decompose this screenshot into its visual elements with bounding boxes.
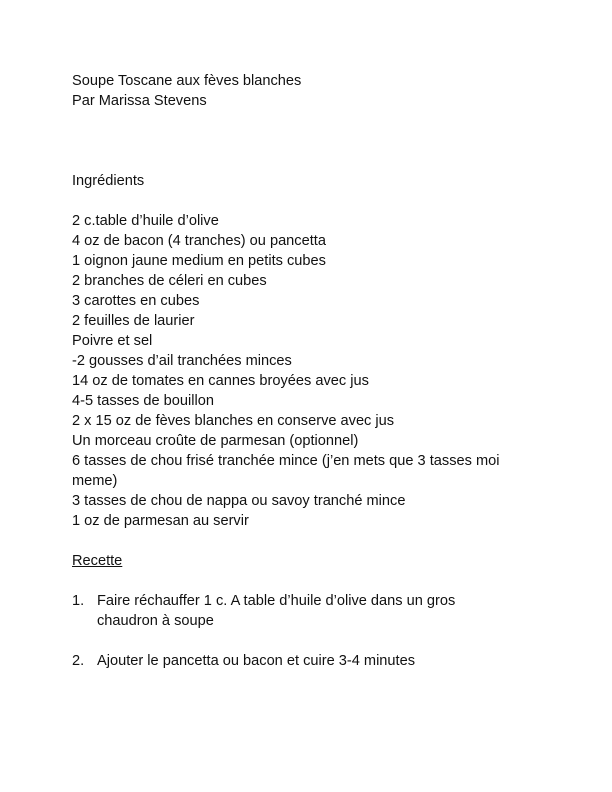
ingredient-item: 6 tasses de chou frisé tranchée mince (j’en mets que 3 tasses moi meme) bbox=[72, 453, 500, 489]
ingredient-item: 2 feuilles de laurier bbox=[72, 313, 195, 329]
ingredients-list bbox=[72, 211, 532, 531]
ingredient-item: 14 oz de tomates en cannes broyées avec jus bbox=[72, 373, 369, 389]
recipe-step bbox=[72, 651, 517, 671]
step-number: 1. bbox=[72, 593, 85, 609]
ingredient-item: 1 oz de parmesan au servir bbox=[72, 513, 249, 529]
step-text: Faire réchauffer 1 c. A table d’huile d’olive dans un gros chaudron à soupe bbox=[97, 593, 456, 629]
ingredient-item: 3 carottes en cubes bbox=[72, 293, 200, 309]
ingredient-item: Un morceau croûte de parmesan (optionnel) bbox=[72, 433, 359, 449]
ingredient-item: 3 tasses de chou de nappa ou savoy tranché mince bbox=[72, 493, 406, 509]
ingredient-item: 4 oz de bacon (4 tranches) ou pancetta bbox=[72, 233, 326, 249]
ingredient-item: 2 branches de céleri en cubes bbox=[72, 273, 267, 289]
step-text: Ajouter le pancetta ou bacon et cuire 3-4 minutes bbox=[97, 653, 416, 669]
ingredients-heading: Ingrédients bbox=[72, 173, 145, 189]
spacer bbox=[72, 111, 532, 171]
ingredient-item: 4-5 tasses de bouillon bbox=[72, 393, 214, 409]
ingredient-item: 1 oignon jaune medium en petits cubes bbox=[72, 253, 326, 269]
recipe-heading: Recette bbox=[72, 553, 123, 569]
document-page bbox=[72, 71, 532, 671]
recipe-title: Soupe Toscane aux fèves blanches bbox=[72, 73, 302, 89]
recipe-author: Par Marissa Stevens bbox=[72, 93, 207, 109]
spacer bbox=[72, 571, 532, 591]
spacer bbox=[72, 191, 532, 211]
steps-list bbox=[72, 591, 532, 671]
ingredient-item: -2 gousses d’ail tranchées minces bbox=[72, 353, 292, 369]
recipe-step bbox=[72, 591, 517, 631]
spacer bbox=[72, 531, 532, 551]
ingredient-item: 2 x 15 oz de fèves blanches en conserve avec jus bbox=[72, 413, 395, 429]
step-number: 2. bbox=[72, 653, 85, 669]
ingredient-item: 2 c.table d’huile d’olive bbox=[72, 213, 219, 229]
ingredient-item: Poivre et sel bbox=[72, 333, 153, 349]
